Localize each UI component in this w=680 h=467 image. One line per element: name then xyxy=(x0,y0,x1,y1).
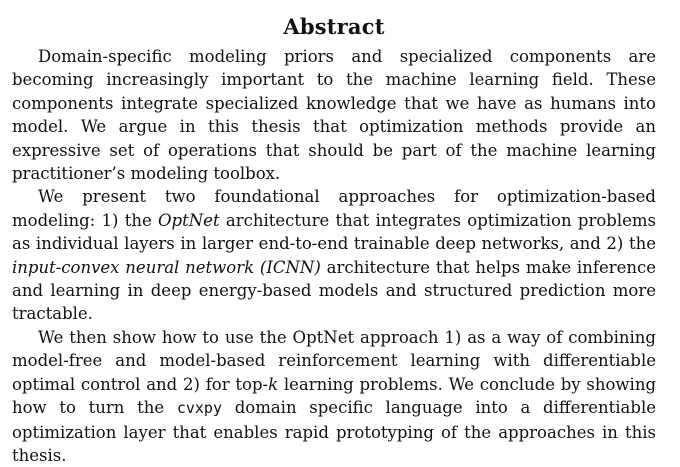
paragraph-text: learning problems. We conclude by showing how to turn the xyxy=(12,374,657,418)
paragraph-text: We present two foundational approaches for optimization-based modeling: 1) the xyxy=(12,187,656,230)
paragraph-text: domain specific language into a differentiable optimization layer that enables rapid prototyping of the approaches in this thesis. xyxy=(12,398,656,465)
paragraph-text: architecture that helps make inference and learning in deep energy-based models and structured prediction more tractable. xyxy=(12,257,656,324)
paragraph-text: We then show how to use the OptNet approach 1) as a way of combining model-free and model-based reinforcement learning with differentiable optimal control and 2) for top- xyxy=(12,327,656,394)
optnet-term: OptNet xyxy=(158,210,220,230)
cvxpy-code: cvxpy xyxy=(176,399,222,418)
abstract-heading: Abstract xyxy=(283,14,385,39)
abstract-paragraph-3 xyxy=(12,326,656,467)
icnn-term: input-convex neural network (ICNN) xyxy=(12,257,321,277)
abstract-paragraph-1 xyxy=(12,45,656,185)
paragraph-text: architecture that integrates optimization problems as individual layers in larger end-to-end trainable deep networks, and 2) the xyxy=(12,210,656,254)
paragraph-text: Domain-specific modeling priors and specialized components are becoming increasingly important to the machine learning field. These components integrate specialized knowledge that we have as humans into model. We argue in this thesis that optimization methods provide an expressive set of operations that should be part of the machine learning practitioner’s modeling toolbox. xyxy=(12,47,656,184)
abstract-paragraph-2 xyxy=(12,185,656,325)
top-k-variable: k xyxy=(268,374,279,394)
